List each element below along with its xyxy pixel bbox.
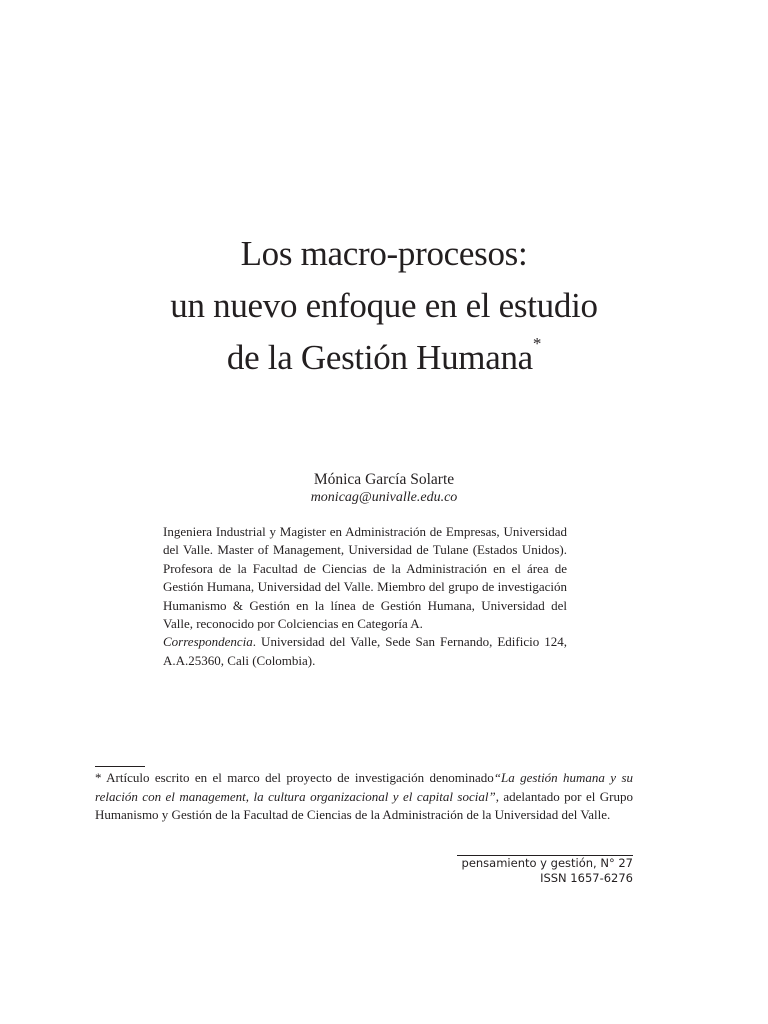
bio-correspondence [163, 633, 567, 670]
footnote-project-title: “La gestión humana y su relación con el management, la cultura organizacional y el capital social” [95, 770, 634, 804]
article-title [100, 228, 668, 384]
title-line-2: un nuevo enfoque en el estudio [170, 286, 598, 325]
bio-text: Ingeniera Industrial y Magister en Administración de Empresas, Universidad del Valle. Master of Management, Universidad de Tulane (Estados Unidos). Profesora de la Facultad de Ciencias de la Administración en el área de Gestión Humana, Universidad del Valle. Miembro del grupo de investigación Humanismo & Gestión en la línea de Gestión Humana, Universidad del Valle, reconocido por Colciencias en Categoría A. [163, 524, 567, 632]
journal-info [462, 856, 633, 886]
footnote-prefix: * Artículo escrito en el marco del proyecto de investigación denominado [95, 770, 494, 785]
journal-name: pensamiento y gestión, N° 27 [461, 856, 633, 870]
author-email: monicag@univalle.edu.co [310, 490, 458, 505]
title-line-3 [100, 332, 668, 384]
footnote [95, 769, 633, 825]
footnote-suffix: , adelantado por el Grupo Humanismo y Gestión de la Facultad de Ciencias de la Administración de la Universidad del Valle. [95, 788, 633, 822]
title-footnote-mark: * [532, 334, 542, 353]
correspondence-text: . Universidad del Valle, Sede San Fernando, Edificio 124, A.A.25360, Cali (Colombia). [163, 634, 567, 668]
journal-issn: ISSN 1657-6276 [540, 871, 633, 885]
author-bio [163, 523, 567, 670]
footnote-divider [95, 766, 145, 767]
title-line-3-text: de la Gestión Humana [226, 338, 533, 377]
correspondence-label: Correspondencia [163, 634, 253, 650]
author-name: Mónica García Solarte [313, 471, 455, 488]
title-line-1: Los macro-procesos: [240, 234, 528, 273]
